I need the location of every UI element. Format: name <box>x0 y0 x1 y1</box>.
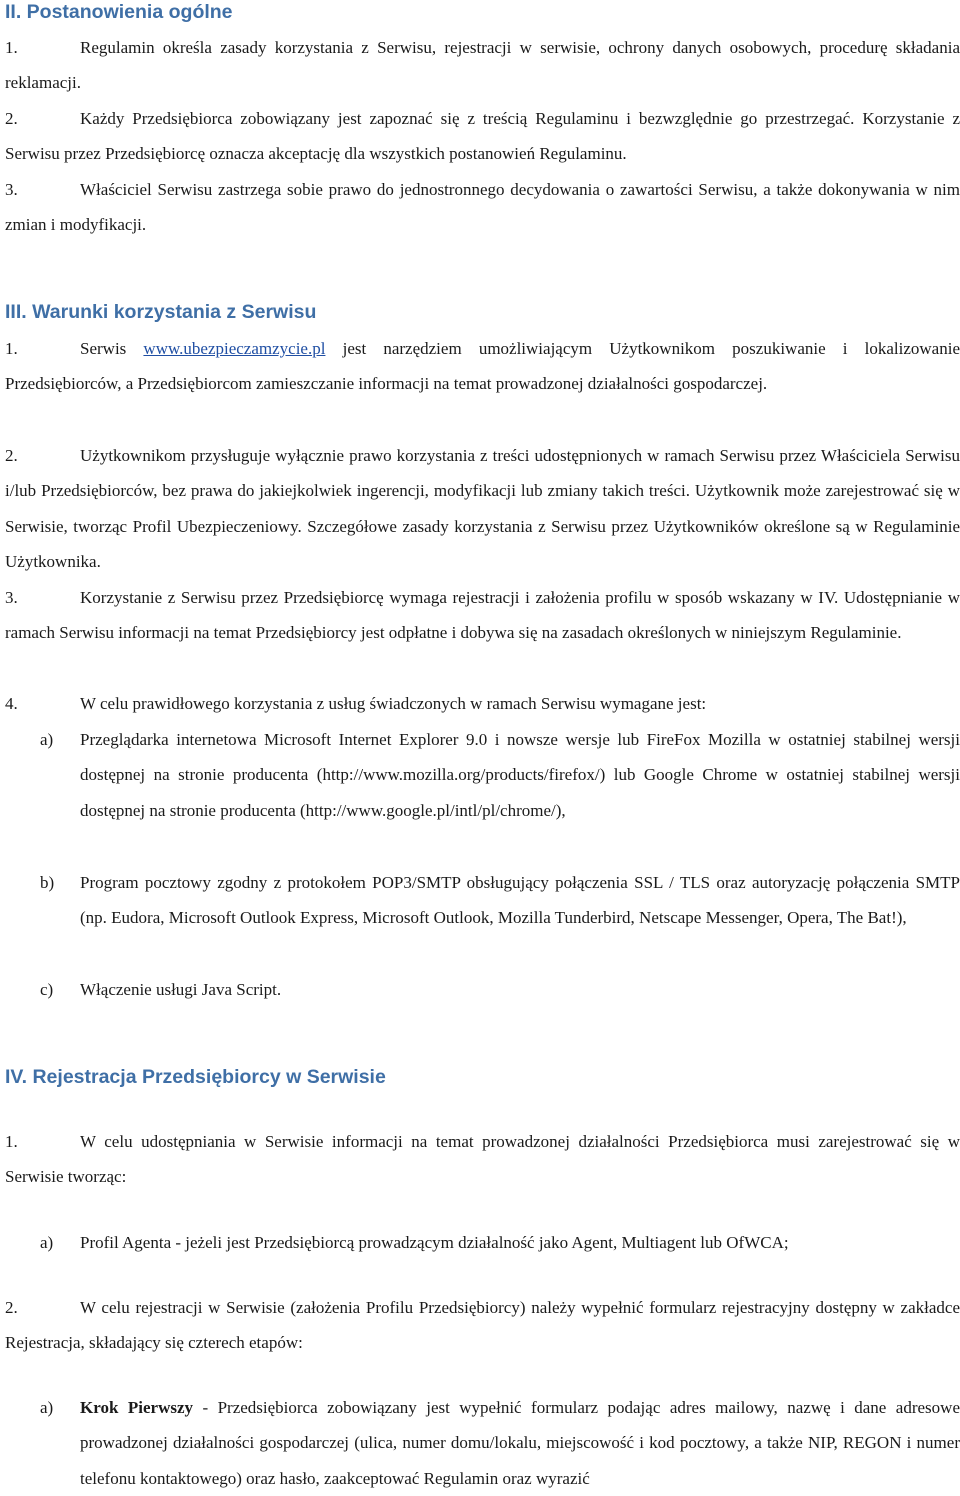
section-2-paragraph-1 <box>5 30 960 101</box>
list-item-text: Program pocztowy zgodny z protokołem POP3/SMTP obsługujący połączenia SSL / TLS oraz autoryzację połączenia SMTP (np. Eudora, Microsoft Outlook Express, Microsoft Outlook, Mozilla Tunderbird, Netscape Messenger, Opera, The Bat!), <box>80 873 960 928</box>
requirement-item-a <box>5 722 960 828</box>
section-3-paragraph-4 <box>5 686 960 721</box>
paragraph-text: W celu rejestracji w Serwisie (założenia Profilu Przedsiębiorcy) należy wypełnić formularz rejestracyjny dostępny w zakładce Rejestracja, składający się czterech etapów: <box>5 1298 960 1353</box>
paragraph-number: 2. <box>5 446 18 465</box>
section-4-paragraph-1 <box>5 1124 960 1195</box>
paragraph-number: 2. <box>5 1298 18 1317</box>
section-2-paragraph-2 <box>5 101 960 172</box>
list-item-text: Profil Agenta - jeżeli jest Przedsiębiorcą prowadzącym działalność jako Agent, Multiagent lub OfWCA; <box>80 1233 789 1252</box>
paragraph-number: 1. <box>5 1132 18 1151</box>
section-2-paragraph-3 <box>5 172 960 243</box>
paragraph-text: Regulamin określa zasady korzystania z Serwisu, rejestracji w serwisie, ochrony danych osobowych, procedurę składania reklamacji. <box>5 38 960 93</box>
registration-step-1 <box>5 1390 960 1496</box>
section-4-paragraph-2 <box>5 1290 960 1361</box>
step-description: - Przedsiębiorca zobowiązany jest wypełnić formularz podając adres mailowy, nazwę i dane adresowe prowadzonej działalności gospodarczej (ulica, numer domu/lokalu, miejscowość i kod pocztowy, a także NIP, REGON i numer telefonu kontaktowego) oraz hasło, zaakceptować Regulamin oraz wyrazić <box>80 1398 960 1488</box>
section-3-paragraph-3 <box>5 580 960 651</box>
website-link[interactable]: www.ubezpieczamzycie.pl <box>143 339 326 358</box>
list-label: b) <box>40 873 55 892</box>
section-3-paragraph-2 <box>5 438 960 580</box>
paragraph-text: Właściciel Serwisu zastrzega sobie prawo do jednostronnego decydowania o zawartości Serwisu, a także dokonywania w nim zmian i modyfikacji. <box>5 180 960 235</box>
paragraph-text: Każdy Przedsiębiorca zobowiązany jest zapoznać się z treścią Regulaminu i bezwzględnie go przestrzegać. Korzystanie z Serwisu przez Przedsiębiorcę oznacza akceptację dla wszystkich postanowień Regulaminu. <box>5 109 960 164</box>
paragraph-text: W celu udostępniania w Serwisie informacji na temat prowadzonej działalności Przedsiębiorca musi zarejestrować się w Serwisie tworząc: <box>5 1132 960 1187</box>
paragraph-number: 3. <box>5 180 18 199</box>
paragraph-number: 3. <box>5 588 18 607</box>
list-label: a) <box>40 1398 54 1417</box>
paragraph-text-after: jest narzędziem umożliwiającym Użytkownikom poszukiwanie i lokalizowanie Przedsiębiorców, a Przedsiębiorcom zamieszczanie informacji na temat prowadzonej działalności gospodarczej. <box>5 339 960 394</box>
paragraph-number: 1. <box>5 339 18 358</box>
paragraph-text: W celu prawidłowego korzystania z usług świadczonych w ramach Serwisu wymagane jest: <box>80 694 707 713</box>
paragraph-text: Użytkownikom przysługuje wyłącznie prawo korzystania z treści udostępnionych w ramach Serwisu przez Właściciela Serwisu i/lub Przedsiębiorców, bez prawa do jakiejkolwiek ingerencji, modyfikacji lub zmiany takich treści. Użytkownik może zarejestrować się w Serwisie, tworząc Profil Ubezpieczeniowy. Szczegółowe zasady korzystania z Serwisu przez Użytkowników określone są w Regulaminie Użytkownika. <box>5 446 960 572</box>
paragraph-number: 2. <box>5 109 18 128</box>
paragraph-number: 1. <box>5 38 18 57</box>
list-label: a) <box>40 730 54 749</box>
paragraph-text-before: Serwis <box>80 339 127 358</box>
section-3-paragraph-1 <box>5 331 960 402</box>
list-label: a) <box>40 1233 54 1252</box>
list-item-text: Włączenie usługi Java Script. <box>80 980 282 999</box>
section-2-heading: II. Postanowienia ogólne <box>5 1 233 23</box>
step-title: Krok Pierwszy <box>80 1398 194 1417</box>
list-label: c) <box>40 980 54 999</box>
section-3-heading: III. Warunki korzystania z Serwisu <box>5 301 317 323</box>
requirement-item-c <box>5 972 960 1007</box>
requirement-item-b <box>5 865 960 936</box>
list-item-text: Przeglądarka internetowa Microsoft Internet Explorer 9.0 i nowsze wersje lub FireFox Mozilla w ostatniej stabilnej wersji dostępnej na stronie producenta (http://www.mozilla.org/products/firefox/) lub Google Chrome w ostatniej stabilnej wersji dostępnej na stronie producenta (http://www.google.pl/intl/pl/chrome/), <box>80 730 960 820</box>
paragraph-number: 4. <box>5 694 18 713</box>
section-4-heading: IV. Rejestracja Przedsiębiorcy w Serwisie <box>5 1066 386 1088</box>
step-text <box>80 1390 960 1496</box>
paragraph-text: Korzystanie z Serwisu przez Przedsiębiorcę wymaga rejestracji i założenia profilu w sposób wskazany w IV. Udostępnianie w ramach Serwisu informacji na temat Przedsiębiorcy jest odpłatne i dobywa się na zasadach określonych w niniejszym Regulaminie. <box>5 588 960 643</box>
profile-item-a <box>5 1225 960 1260</box>
